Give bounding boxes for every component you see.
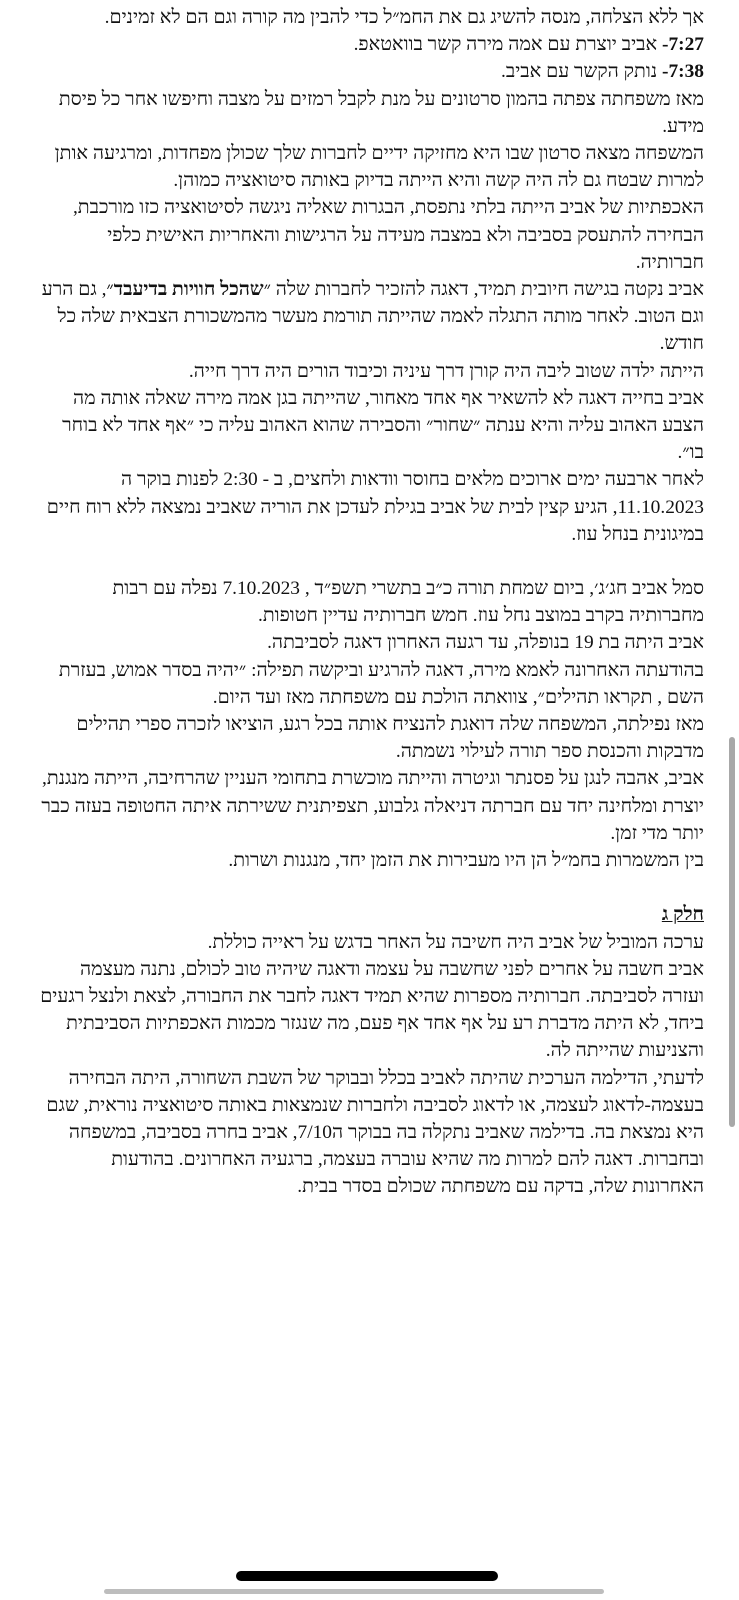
paragraph: אביב היתה בת 19 בנופלה, עד רגעה האחרון דאגה לסביבתה. bbox=[267, 632, 704, 654]
paragraph: לאחר ארבעה ימים ארוכים מלאים בחוסר וודאות ולחצים, ב - 2:30 לפנות בוקר ה 11.10.2023, הגיע קצין לבית של אביב בגילת לעדכן את הוריה שאביב נמצאה ללא רוח חיים במיגונית בנחל עוז. bbox=[46, 469, 704, 545]
horizontal-scrollbar[interactable] bbox=[104, 1589, 604, 1594]
timestamp: 7:38- bbox=[661, 61, 704, 83]
home-indicator[interactable] bbox=[236, 1571, 498, 1581]
paragraph: ערכה המוביל של אביב היה חשיבה על האחר בדגש על ראייה כוללת. bbox=[207, 931, 704, 953]
paragraph: בהודעתה האחרונה לאמא מירה, דאגה להרגיע וביקשה תפילה: ״יהיה בסדר אמוש, בעזרת השם , תקראו תהילים״, צוואתה הולכת עם משפחתה מאז ועד היום. bbox=[58, 659, 704, 708]
paragraph-gap bbox=[40, 548, 704, 575]
paragraph: לדעתי, הדילמה הערכית שהיתה לאביב בכלל ובבוקר של השבת השחורה, היתה הבחירה בעצמה-לדאוג לעצמה, או לדאוג לסביבה ולחברות שנמצאות באותה סיטואציה נוראית, שגם היא נמצאת בה. בדילמה שאביב נתקלה בה בבוקר ה7/10, אביב בחרה בסביבה, במשפחה ובחברות. דאגה להם למרות מה שהיא עוברה בעצמה, ברגעיה האחרונים. בהודעות האחרונות שלה, בדקה עם משפחתה שכולם בסדר בבית. bbox=[46, 1067, 704, 1198]
paragraph: מאז משפחתה צפתה בהמון סרטונים על מנת לקבל רמזים על מצבה וחיפשו אחר כל פיסת מידע. bbox=[58, 88, 704, 137]
paragraph-text: אביב נקטה בגישה חיובית תמיד, דאגה להזכיר לחברות שלה ״ bbox=[263, 279, 704, 301]
quote-bold: שהכל חוויות בדיעבד bbox=[113, 279, 264, 301]
paragraph: אביב בחייה דאגה לא להשאיר אף אחד מאחור, שהייתה בגן אמה מירה שאלה אותה מה הצבע האהוב עליה והיא ענתה ״שחור״ והסבירה שהוא האהוב עליה כי ״אף אחד לא בוחר בו״. bbox=[62, 387, 704, 464]
paragraph: בין המשמרות בחמ״ל הן היו מעבירות את הזמן יחד, מנגנות ושרות. bbox=[228, 850, 704, 872]
paragraph: מאז נפילתה, המשפחה שלה דואגת להנציח אותה בכל רגע, הוציאו לזכרה ספרי תהילים מדבקות והכנסת ספר תורה לעילוי נשמתה. bbox=[76, 714, 704, 763]
paragraph-text: אביב יוצרת עם אמה מירה קשר בוואטאפ. bbox=[353, 34, 662, 56]
paragraph-timestamp bbox=[40, 58, 704, 85]
paragraph: סמל אביב חג׳ג׳, ביום שמחת תורה כ״ב בתשרי תשפ״ד , 7.10.2023 נפלה עם רבות מחברותיה בקרב במוצב נחל עוז. חמש חברותיה עדיין חטופות. bbox=[112, 578, 704, 627]
vertical-scrollbar[interactable] bbox=[729, 737, 735, 1127]
paragraph: הייתה ילדה שטוב ליבה היה קורן דרך עיניה וכיבוד הורים היה דרך חייה. bbox=[188, 360, 704, 382]
paragraph: אביב חשבה על אחרים לפני שחשבה על עצמה ודאגה שיהיה טוב לכולם, נתנה מעצמה ועזרה לסביבתה. חברותיה מספרות שהיא תמיד דאגה לחבר את החבורה, לצאת ולנצל רגעים ביחד, לא היתה מדברת רע על אף אחד אף פעם, מה שנגזר מכמות האכפתיות הסביבתית והצניעות שהייתה לה. bbox=[40, 958, 704, 1062]
timestamp: 7:27- bbox=[661, 34, 704, 56]
paragraph: האכפתיות של אביב הייתה בלתי נתפסת, הבגרות שאליה ניגשה לסיטואציה כזו מורכבת, הבחירה להתעסק בסביבה ולא במצבה מעידה על הרגישות והאחריות האישית כלפי חברותיה. bbox=[72, 197, 704, 273]
paragraph: אביב, אהבה לנגן על פסנתר וגיטרה והייתה מוכשרת בתחומי העניין שהרחיבה, הייתה מנגנת, יוצרת ומלחינה יחד עם חברתה דניאלה גלבוע, תצפיתנית ששירתה איתה החטופה בעזה כבר יותר מדי זמן. bbox=[41, 768, 704, 844]
section-heading: חלק ג bbox=[661, 904, 704, 926]
paragraph: אך ללא הצלחה, מנסה להשיג גם את החמ״ל כדי להבין מה קורה וגם הם לא זמינים. bbox=[104, 7, 704, 28]
paragraph: המשפחה מצאה סרטון שבו היא מחזיקה ידיים לחברות שלך שכולן מפחדות, ומרגיעה אותן למרות שבטח גם לה היה קשה והיא הייתה בדיוק באותה סיטואציה כמוהן. bbox=[54, 143, 704, 192]
paragraph-gap bbox=[40, 874, 704, 901]
paragraph-timestamp bbox=[40, 31, 704, 58]
paragraph-text: נותק הקשר עם אביב. bbox=[501, 61, 662, 83]
paragraph-text: ״, גם הרע וגם הטוב. לאחר מותה התגלה לאמה שהייתה תורמת מעשר מהמשכורת הצבאית שלה כל חודש. bbox=[41, 279, 704, 355]
paragraph-quote bbox=[40, 276, 704, 358]
